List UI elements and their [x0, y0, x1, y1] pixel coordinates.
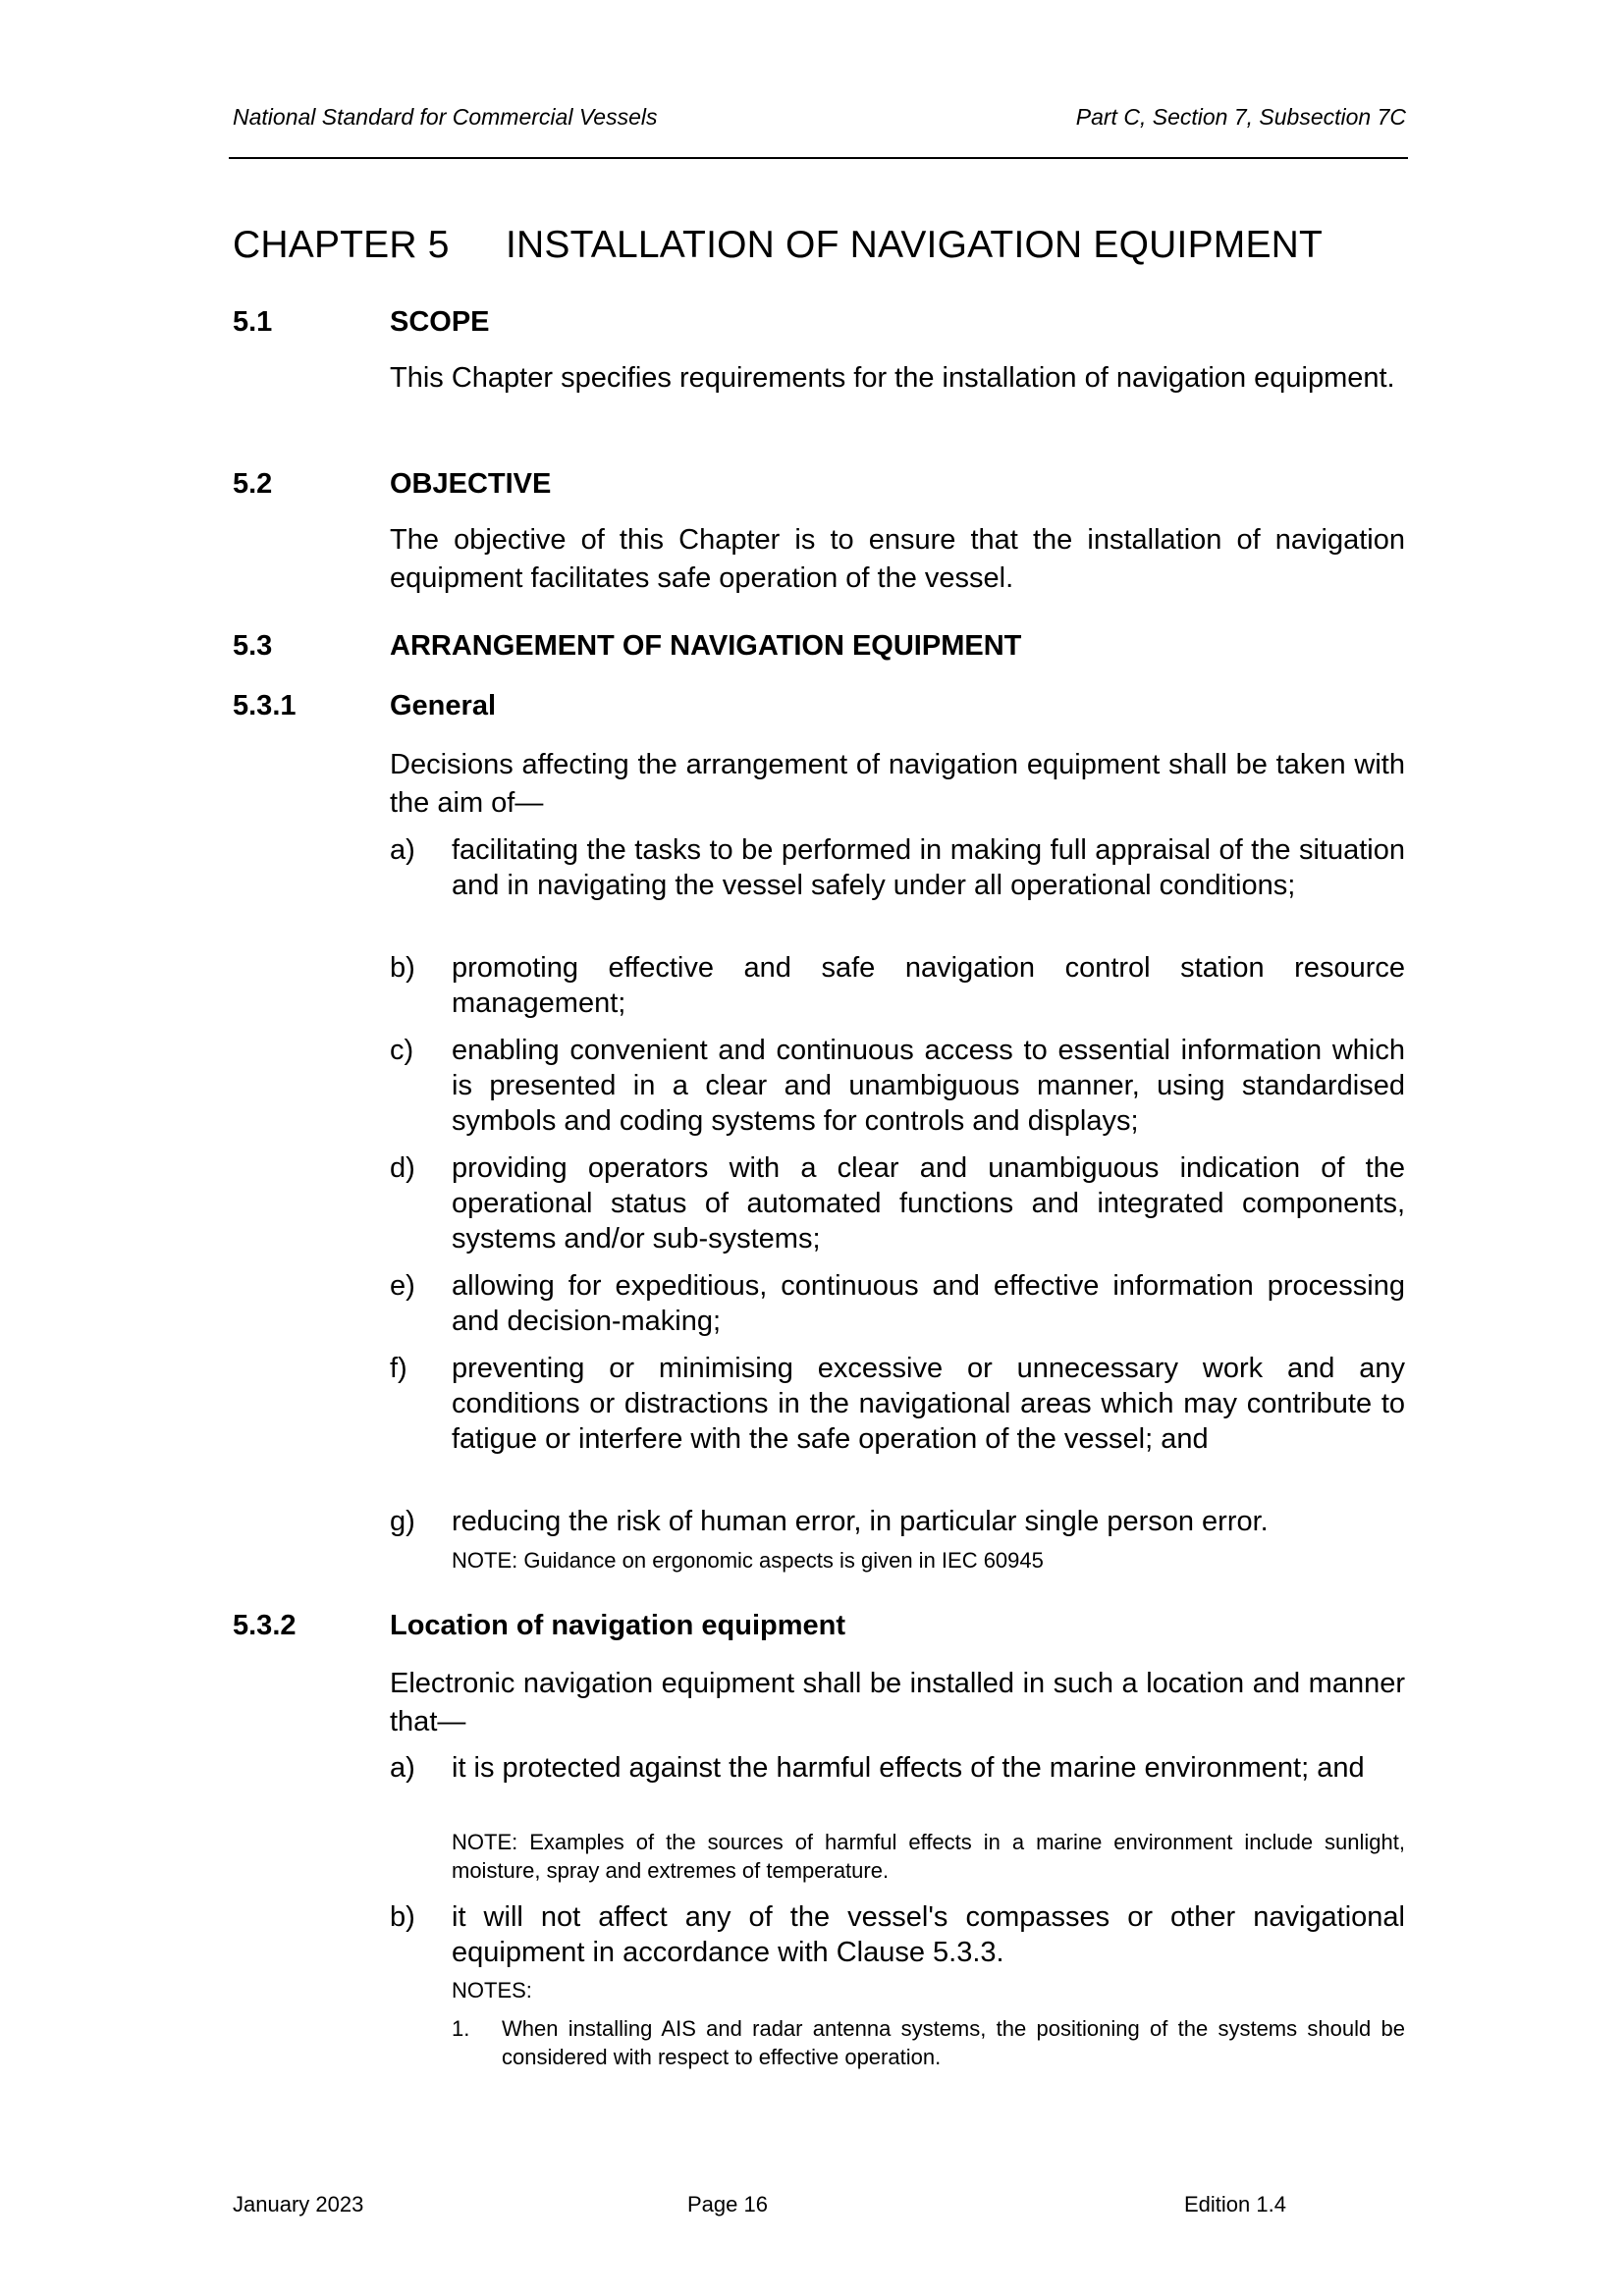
list-item [390, 1750, 1405, 1786]
section-5-2-body: The objective of this Chapter is to ensure that the installation of navigation equipment facilitates safe operation of the vessel. [390, 524, 1405, 594]
header-document-title: National Standard for Commercial Vessels [233, 104, 658, 130]
list-item-text: providing operators with a clear and unambiguous indication of the operational status of automated functions and integrated components, systems and/or sub-systems; [452, 1152, 1405, 1255]
list-item-text: it is protected against the harmful effects of the marine environment; and [452, 1752, 1365, 1784]
chapter-title: INSTALLATION OF NAVIGATION EQUIPMENT [506, 224, 1324, 266]
section-5-3-2-intro: Electronic navigation equipment shall be installed in such a location and manner that— [390, 1668, 1405, 1737]
list-item-letter: c) [390, 1035, 414, 1066]
list-item-letter: d) [390, 1152, 415, 1184]
list-item-text: reducing the risk of human error, in particular single person error. [452, 1506, 1269, 1537]
list-item-text: promoting effective and safe navigation control station resource management; [452, 952, 1405, 1019]
section-5-3-title: ARRANGEMENT OF NAVIGATION EQUIPMENT [390, 630, 1022, 662]
section-5-3-number: 5.3 [233, 630, 273, 662]
list-item [390, 1150, 1405, 1256]
list-item [390, 832, 1405, 903]
section-5-3-1-intro: Decisions affecting the arrangement of navigation equipment shall be taken with the aim of— [390, 749, 1405, 819]
section-5-3-2-number: 5.3.2 [233, 1610, 297, 1641]
section-5-1-body: This Chapter specifies requirements for the installation of navigation equipment. [390, 362, 1395, 394]
list-item-text: facilitating the tasks to be performed in making full appraisal of the situation and in navigating the vessel safely under all operational conditions; [452, 834, 1405, 901]
list-item [390, 1033, 1405, 1139]
list-item [390, 1268, 1405, 1339]
section-5-3-2-title: Location of navigation equipment [390, 1610, 845, 1641]
list-item [390, 1504, 1405, 1539]
list-item-text: enabling convenient and continuous access to essential information which is presented in a clear and unambiguous manner, using standardised symbols and coding systems for controls and displays; [452, 1035, 1405, 1137]
chapter-heading [233, 224, 1323, 267]
chapter-number: CHAPTER 5 [233, 224, 450, 266]
list-item-text: allowing for expeditious, continuous and effective information processing and decision-making; [452, 1270, 1405, 1337]
numbered-note [452, 2014, 1405, 2071]
list-item [390, 1351, 1405, 1457]
list-item [390, 1899, 1405, 1970]
footer-date: January 2023 [233, 2192, 364, 2216]
numbered-note-number: 1. [452, 2016, 470, 2041]
guidance-note: NOTE: Guidance on ergonomic aspects is given in IEC 60945 [452, 1548, 1044, 1573]
header-divider [229, 157, 1408, 159]
list-item [390, 950, 1405, 1021]
section-5-3-1-number: 5.3.1 [233, 690, 297, 721]
section-5-1-number: 5.1 [233, 306, 273, 338]
footer-edition: Edition 1.4 [1184, 2192, 1286, 2216]
list-item-letter: b) [390, 952, 415, 984]
list-item-text: it will not affect any of the vessel's compasses or other navigational equipment in accordance with Clause 5.3.3. [452, 1901, 1405, 1968]
section-5-1-title: SCOPE [390, 306, 490, 338]
list-item-letter: a) [390, 834, 415, 866]
list-item-letter: f) [390, 1353, 407, 1384]
section-5-3-1-title: General [390, 690, 496, 721]
list-item-letter: b) [390, 1901, 415, 1933]
list-item-letter: e) [390, 1270, 415, 1302]
list-item-letter: a) [390, 1752, 415, 1784]
header-section-reference: Part C, Section 7, Subsection 7C [1075, 104, 1406, 130]
numbered-note-text: When installing AIS and radar antenna systems, the positioning of the systems should be considered with respect to effective operation. [502, 2016, 1405, 2069]
footer-page-number: Page 16 [687, 2192, 768, 2216]
notes-heading: NOTES: [452, 1978, 532, 2002]
list-item-letter: g) [390, 1506, 415, 1537]
environment-note: NOTE: Examples of the sources of harmful effects in a marine environment include sunlight, moisture, spray and extremes of temperature. [452, 1830, 1405, 1883]
list-item-text: preventing or minimising excessive or unnecessary work and any conditions or distractions in the navigational areas which may contribute to fatigue or interfere with the safe operation of the vessel; and [452, 1353, 1405, 1455]
section-5-2-number: 5.2 [233, 468, 273, 500]
section-5-2-title: OBJECTIVE [390, 468, 552, 500]
